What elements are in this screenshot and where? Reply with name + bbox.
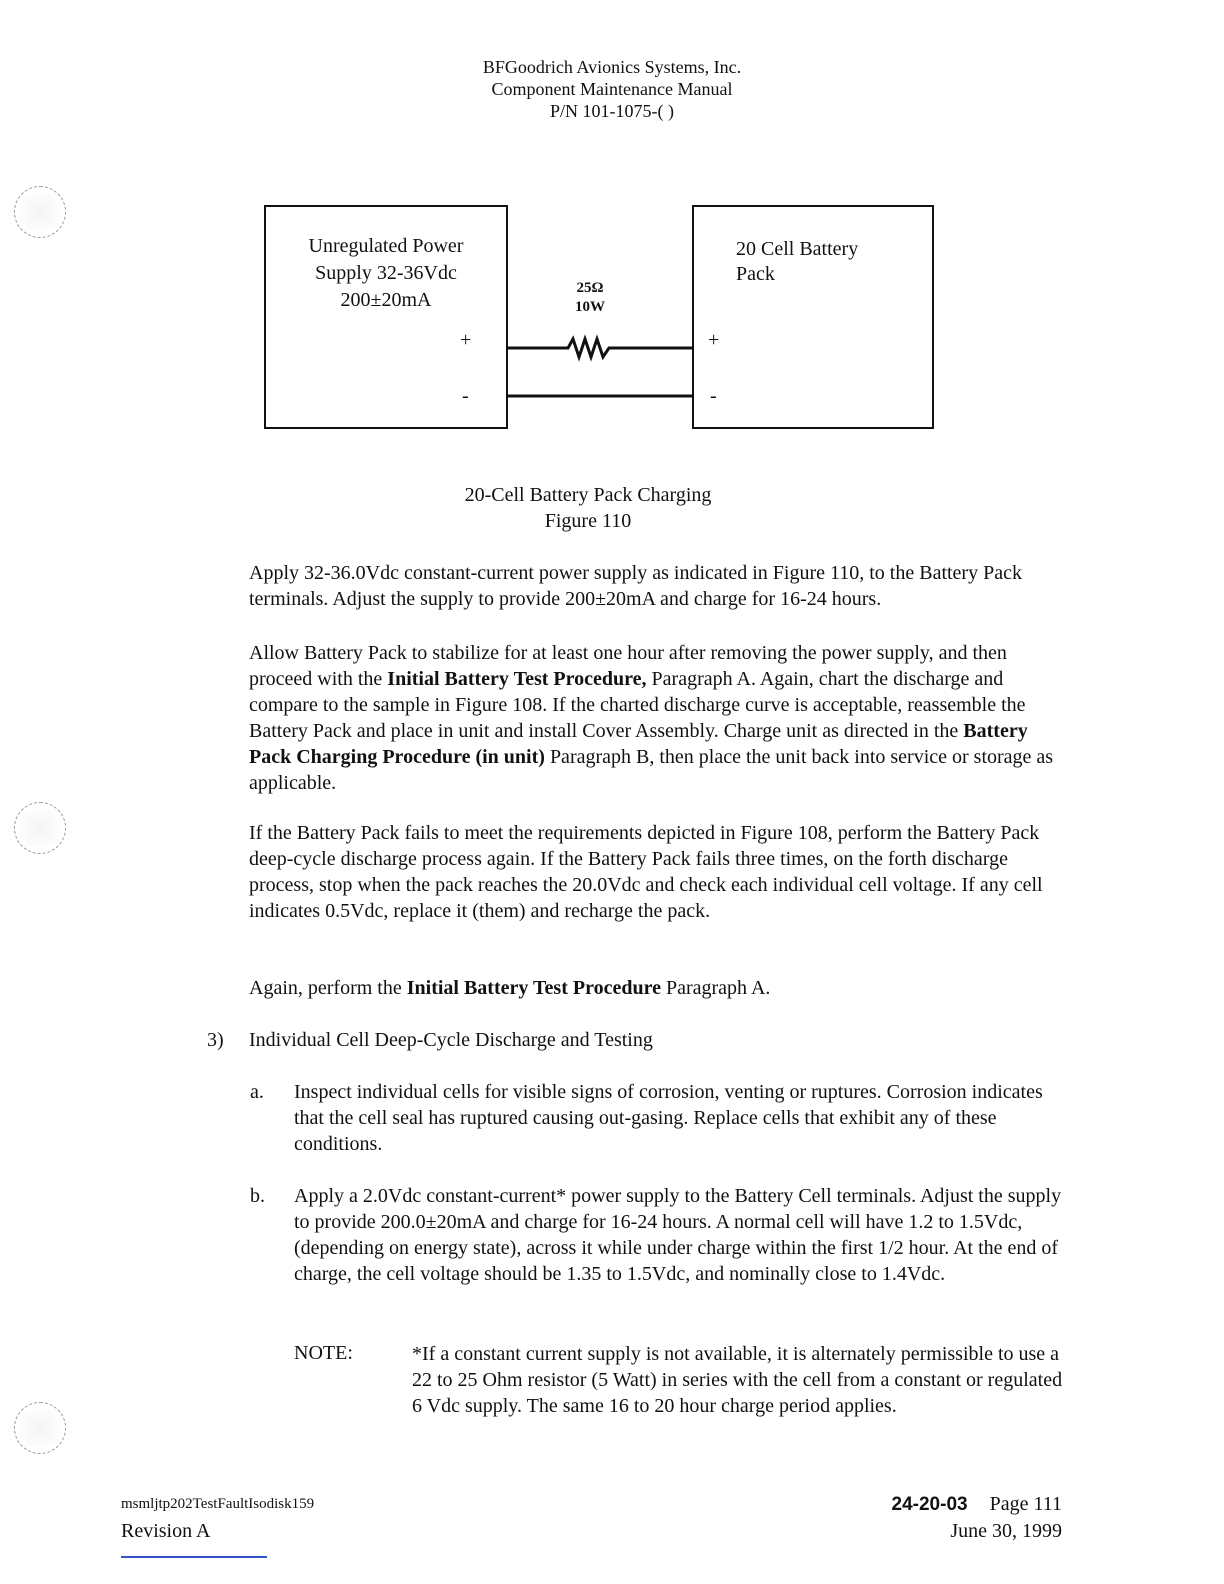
battery-plus-terminal: + [708, 329, 720, 351]
footer-section-number: 24-20-03 [891, 1494, 968, 1515]
resistor-label [560, 279, 620, 317]
p4-text-c: Paragraph A. [660, 977, 771, 999]
power-supply-plus-terminal: + [460, 329, 472, 351]
footer-section-page [892, 1493, 1062, 1516]
footer-file-id: msmljtp202TestFaultIsodisk159 [121, 1496, 315, 1512]
power-supply-line1: Unregulated Power [308, 235, 464, 257]
p2-bold-initial-test: Initial Battery Test Procedure, [387, 668, 647, 690]
figure-caption [0, 482, 1176, 534]
binder-hole-bottom [14, 1402, 66, 1454]
p4-bold-initial-test: Initial Battery Test Procedure [406, 977, 661, 999]
paragraph-apply-supply: Apply 32-36.0Vdc constant-current power supply as indicated in Figure 110, to the Battery Pack terminals. Adjust the supply to provide 200±20mA and charge for 16-24 hours. [249, 562, 1022, 610]
binder-hole-top [14, 186, 66, 238]
item-b-label: b. [250, 1185, 265, 1207]
resistor-wiring [506, 330, 694, 404]
page-header [0, 56, 1224, 122]
battery-line1: 20 Cell Battery [736, 238, 859, 260]
resistor-icon [506, 339, 694, 357]
header-company: BFGoodrich Avionics Systems, Inc. [482, 57, 742, 77]
note-label: NOTE: [294, 1342, 353, 1364]
footer-date: June 30, 1999 [950, 1520, 1062, 1542]
power-supply-line3: 200±20mA [340, 289, 432, 311]
item-a-label: a. [250, 1081, 264, 1103]
p2-bold-charging-procedure: Battery Pack Charging Procedure (in unit) [249, 720, 1028, 768]
header-part-number: P/N 101-1075-( ) [550, 101, 674, 121]
p2-text-c: Paragraph A. Again, chart the discharge and compare to the sample in Figure 108. If the charted discharge curve is acceptable, reassemble the Battery Pack and place in unit and install Cover Assembly. Charge unit as directed in the [249, 668, 1026, 742]
paragraph-again-perform [249, 975, 1069, 1001]
power-supply-line2: Supply 32-36Vdc [315, 262, 457, 284]
footer-revision: Revision A [121, 1520, 211, 1542]
item-b-text: Apply a 2.0Vdc constant-current* power supply to the Battery Cell terminals. Adjust the supply to provide 200.0±20mA and charge for 16-24 hours. A normal cell will have 1.2 to 1.5Vdc, (depending on energy state), across it while under charge within the first 1/2 hour. At the end of charge, the cell voltage should be 1.35 to 1.5Vdc, and nominally close to 1.4Vdc. [294, 1185, 1062, 1285]
item-a-text: Inspect individual cells for visible signs of corrosion, venting or ruptures. Corrosion indicates that the cell seal has ruptured causing out-gasing. Replace cells that exhibit any of these conditions. [294, 1081, 1043, 1155]
battery-pack-box [692, 205, 934, 429]
battery-minus-terminal: - [710, 385, 717, 407]
paragraph-fail-requirements: If the Battery Pack fails to meet the requirements depicted in Figure 108, perform the Battery Pack deep-cycle discharge process again. If the Battery Pack fails three times, on the forth discharge process, stop when the pack reaches the 20.0Vdc and check each individual cell voltage. If any cell indicates 0.5Vdc, replace it (them) and recharge the pack. [249, 822, 1043, 922]
p2-text-d: Paragraph B, then place the unit back into service or storage as applicable. [249, 746, 1054, 794]
binder-hole-middle [14, 802, 66, 854]
caption-title: 20-Cell Battery Pack Charging [464, 484, 712, 506]
p2-text-a: Allow Battery Pack to stabilize for at least one hour after removing the power supply, and then proceed with the [249, 642, 1007, 690]
power-supply-minus-terminal: - [462, 385, 469, 407]
power-supply-box [264, 205, 508, 429]
paragraph-stabilize [249, 640, 1069, 796]
power-supply-label [266, 233, 506, 314]
battery-line2: Pack [736, 263, 775, 285]
section-3-number: 3) [207, 1029, 224, 1051]
caption-figure-number: Figure 110 [544, 510, 632, 532]
battery-pack-label [736, 237, 858, 287]
resistor-resistance: 25Ω [576, 280, 604, 296]
note-text: *If a constant current supply is not available, it is alternately permissible to use a 22 to 25 Ohm resistor (5 Watt) in series with the cell from a constant or regulated 6 Vdc supply. The same 16 to 20 hour charge period applies. [412, 1343, 1063, 1417]
p4-text-a: Again, perform the [249, 977, 407, 999]
footer-underline [121, 1556, 267, 1558]
header-manual: Component Maintenance Manual [491, 79, 733, 99]
footer-page-number: Page 111 [989, 1493, 1062, 1515]
section-3-title: Individual Cell Deep-Cycle Discharge and Testing [249, 1029, 653, 1051]
resistor-power: 10W [575, 299, 605, 315]
